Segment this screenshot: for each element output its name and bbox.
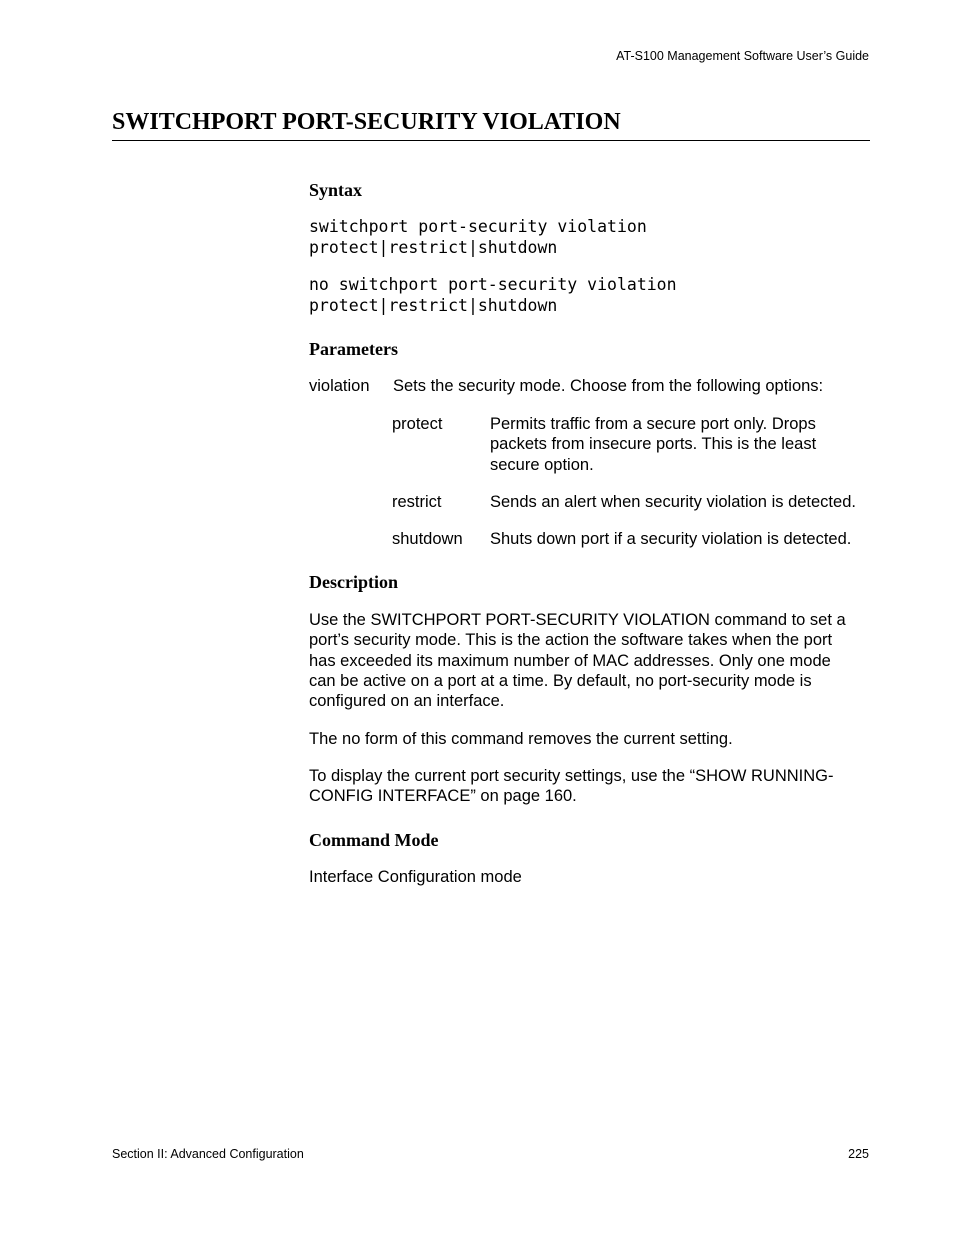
param-name: violation	[309, 377, 370, 395]
syntax-line-2b: protect|restrict|shutdown	[309, 295, 558, 315]
description-paragraph-1	[309, 610, 874, 711]
syntax-line-2	[309, 275, 677, 316]
text-line: To display the current port security settings, use the “SHOW RUNNING-	[309, 767, 834, 785]
footer-section: Section II: Advanced Configuration	[112, 1147, 304, 1161]
text-line: configured on an interface.	[309, 692, 505, 711]
syntax-line-1b: protect|restrict|shutdown	[309, 237, 558, 257]
description-heading: Description	[309, 572, 398, 592]
option-protect-desc	[490, 414, 816, 475]
text-line: Use the SWITCHPORT PORT-SECURITY VIOLATION command to set a	[309, 611, 846, 629]
option-shutdown-desc: Shuts down port if a security violation is detected.	[490, 530, 852, 548]
option-shutdown-name: shutdown	[392, 530, 463, 548]
option-protect-line: Permits traffic from a secure port only. Drops	[490, 415, 816, 433]
syntax-line-1	[309, 217, 647, 258]
text-line: has exceeded its maximum number of MAC addresses. Only one mode	[309, 651, 831, 670]
page-number: 225	[848, 1147, 869, 1161]
running-header: AT-S100 Management Software User’s Guide	[616, 49, 869, 63]
option-restrict-desc: Sends an alert when security violation is detected.	[490, 493, 856, 511]
description-paragraph-2: The no form of this command removes the current setting.	[309, 730, 733, 748]
parameters-heading: Parameters	[309, 339, 398, 359]
option-restrict-name: restrict	[392, 493, 442, 511]
command-mode-text: Interface Configuration mode	[309, 868, 522, 886]
syntax-heading: Syntax	[309, 180, 363, 200]
syntax-line-1a: switchport port-security violation	[309, 217, 647, 236]
text-line: can be active on a port at a time. By default, no port-security mode is	[309, 671, 812, 690]
page-title: SWITCHPORT PORT-SECURITY VIOLATION	[112, 108, 870, 141]
syntax-line-2a: no switchport port-security violation	[309, 275, 677, 294]
option-protect-name: protect	[392, 415, 443, 433]
text-line: CONFIG INTERFACE” on page 160.	[309, 787, 577, 806]
option-protect-line: secure option.	[490, 455, 594, 474]
param-description: Sets the security mode. Choose from the following options:	[393, 377, 824, 395]
command-mode-heading: Command Mode	[309, 830, 439, 850]
option-protect-line: packets from insecure ports. This is the least	[490, 435, 817, 454]
text-line: port’s security mode. This is the action the software takes when the port	[309, 631, 833, 650]
description-paragraph-3	[309, 766, 874, 807]
